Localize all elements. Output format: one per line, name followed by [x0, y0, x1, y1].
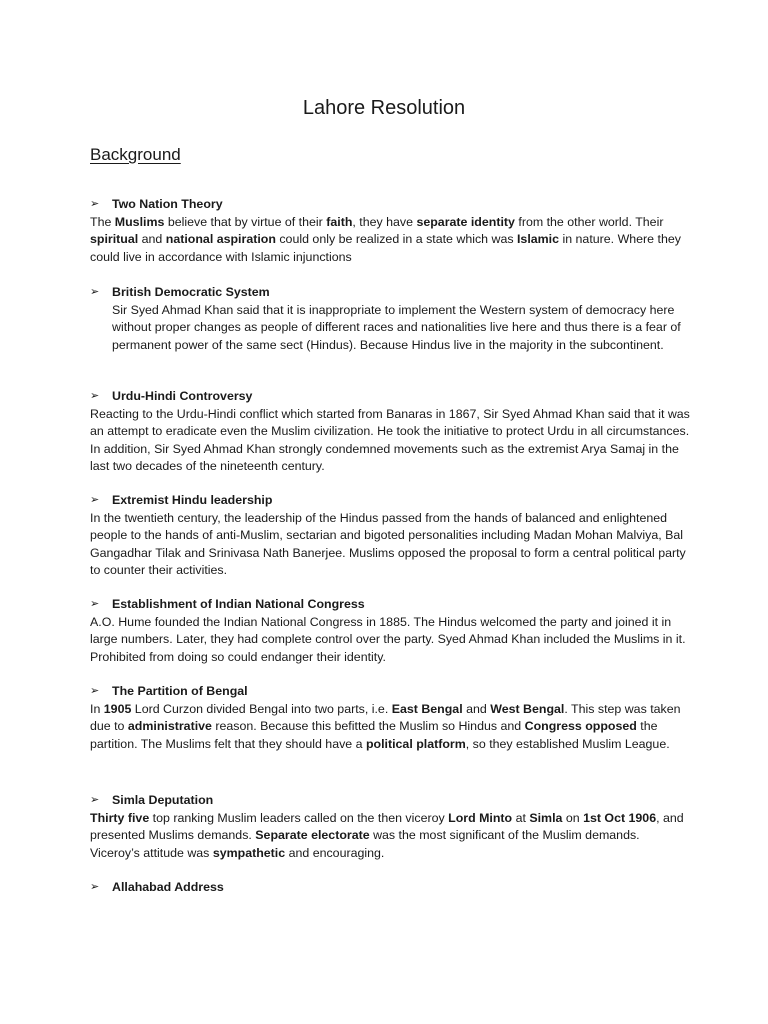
arrow-bullet-icon: ➢	[90, 794, 100, 806]
bold-text: political platform	[365, 736, 466, 751]
bold-text: 1905	[103, 702, 132, 717]
text-run: at	[512, 811, 530, 826]
arrow-bullet-icon: ➢	[90, 881, 100, 893]
bullet-body	[90, 302, 690, 354]
bullet-section	[90, 879, 690, 897]
text-run: believe that by virtue of their	[164, 215, 327, 230]
paragraph	[90, 214, 690, 266]
text-run: in nature. Where they could live in accordance with Islamic injunctions	[90, 232, 681, 264]
bullet-section	[90, 284, 690, 354]
bullet-section	[90, 683, 690, 753]
bullet-section	[90, 792, 690, 862]
bold-text: 1st Oct 1906	[583, 811, 657, 826]
bold-text: Muslims	[114, 215, 165, 230]
bullet-heading	[90, 683, 690, 700]
arrow-bullet-icon: ➢	[90, 685, 100, 697]
bullet-heading	[90, 492, 690, 509]
text-run: and	[138, 232, 166, 247]
document-title: Lahore Resolution	[302, 97, 466, 119]
bullet-section	[90, 196, 690, 266]
bold-text: Islamic	[516, 232, 560, 247]
text-run: A.O. Hume founded the Indian National Congress in 1885. The Hindus welcomed the party and joined it in large numbers. Later, they had complete control over the party. Syed Ahmad Khan included the Muslims in it. Prohibited from doing so could endanger their identity.	[90, 615, 686, 664]
bullet-body	[90, 701, 690, 753]
bullet-heading-text: Two Nation Theory	[112, 197, 223, 211]
bold-text: Separate electorate	[255, 828, 370, 843]
arrow-bullet-icon: ➢	[90, 198, 100, 210]
bullet-section	[90, 596, 690, 666]
arrow-bullet-icon: ➢	[90, 286, 100, 298]
bullet-heading-text: Extremist Hindu leadership	[112, 493, 273, 507]
arrow-bullet-icon: ➢	[90, 390, 100, 402]
bullet-heading	[90, 196, 690, 213]
bullet-body	[90, 214, 690, 266]
bullet-heading-text: The Partition of Bengal	[112, 684, 248, 698]
text-run: reason. Because this befitted the Muslim so Hindus and	[211, 719, 525, 734]
bullet-heading-text: Urdu-Hindi Controversy	[112, 389, 253, 403]
text-run: and	[462, 702, 491, 717]
text-run: Sir Syed Ahmad Khan said that it is inappropriate to implement the Western system of democracy here without proper changes as people of different races and nationalities live here and thus there is a fear of permanent power of the same sect (Hindus). Because Hindus live in the majority in the subcontinent.	[112, 303, 681, 352]
bullet-heading-text: British Democratic System	[112, 285, 270, 299]
paragraph	[112, 302, 690, 354]
bullet-heading-text: Allahabad Address	[112, 880, 224, 894]
bold-text: spiritual	[90, 232, 139, 247]
bullet-section	[90, 492, 690, 579]
bullet-body	[90, 810, 690, 862]
bold-text: separate identity	[416, 215, 515, 230]
text-run: , so they established Muslim League.	[465, 736, 670, 751]
section-heading-background: Background	[90, 145, 181, 164]
bullet-heading-text: Establishment of Indian National Congress	[112, 597, 365, 611]
text-run: the partition. The Muslims felt that they should have a	[90, 719, 658, 751]
bold-text: Simla	[529, 811, 563, 826]
paragraph	[90, 406, 690, 475]
bold-text: West Bengal	[490, 702, 565, 717]
bullet-body	[90, 510, 690, 579]
bullet-section	[90, 388, 690, 475]
text-run: Lord Curzon divided Bengal into two parts, i.e.	[131, 702, 392, 717]
bold-text: East Bengal	[391, 702, 463, 717]
bullet-heading	[90, 596, 690, 613]
bullet-heading	[90, 284, 690, 301]
text-run: . This step was taken due to	[90, 702, 681, 734]
text-run: In	[90, 702, 104, 717]
text-run: The	[90, 215, 115, 230]
text-run: Reacting to the Urdu-Hindi conflict which started from Banaras in 1867, Sir Syed Ahmad Khan said that it was an attempt to eradicate even the Muslim civilization. He took the initiative to protect Urdu in all circumstances. In addition, Sir Syed Ahmad Khan strongly condemned movements such as the extremist Arya Samaj in the last two decades of the nineteenth century.	[90, 407, 690, 473]
bold-text: administrative	[127, 719, 212, 734]
bold-text: sympathetic	[212, 845, 286, 860]
bold-text: Thirty five	[90, 811, 150, 826]
arrow-bullet-icon: ➢	[90, 494, 100, 506]
bullet-heading-text: Simla Deputation	[112, 793, 214, 807]
bold-text: Congress opposed	[524, 719, 637, 734]
text-run: , they have	[352, 215, 417, 230]
text-run: , and presented Muslims demands.	[90, 811, 684, 843]
bullet-body	[90, 406, 690, 475]
text-run: top ranking Muslim leaders called on the then viceroy	[149, 811, 449, 826]
text-run: could only be realized in a state which was	[275, 232, 517, 247]
paragraph	[90, 614, 690, 666]
bullet-heading	[90, 879, 690, 896]
text-run: on	[562, 811, 584, 826]
bullet-heading	[90, 388, 690, 405]
text-run: was the most significant of the Muslim demands. Viceroy’s attitude was	[90, 828, 640, 860]
text-run: from the other world. Their	[514, 215, 664, 230]
bold-text: national aspiration	[165, 232, 276, 247]
bold-text: faith	[326, 215, 353, 230]
bullet-heading	[90, 792, 690, 809]
text-run: In the twentieth century, the leadership of the Hindus passed from the hands of balanced and enlightened people to the hands of anti-Muslim, sectarian and bigoted personalities including Madan Mohan Malviya, Bal Gangadhar Tilak and Srinivasa Nath Banerjee. Muslims opposed the proposal to form a central political party to counter their activities.	[90, 511, 686, 577]
bullet-body	[90, 614, 690, 666]
arrow-bullet-icon: ➢	[90, 598, 100, 610]
bold-text: Lord Minto	[448, 811, 513, 826]
paragraph	[90, 701, 690, 753]
text-run: and encouraging.	[285, 845, 385, 860]
paragraph	[90, 810, 690, 862]
paragraph	[90, 510, 690, 579]
